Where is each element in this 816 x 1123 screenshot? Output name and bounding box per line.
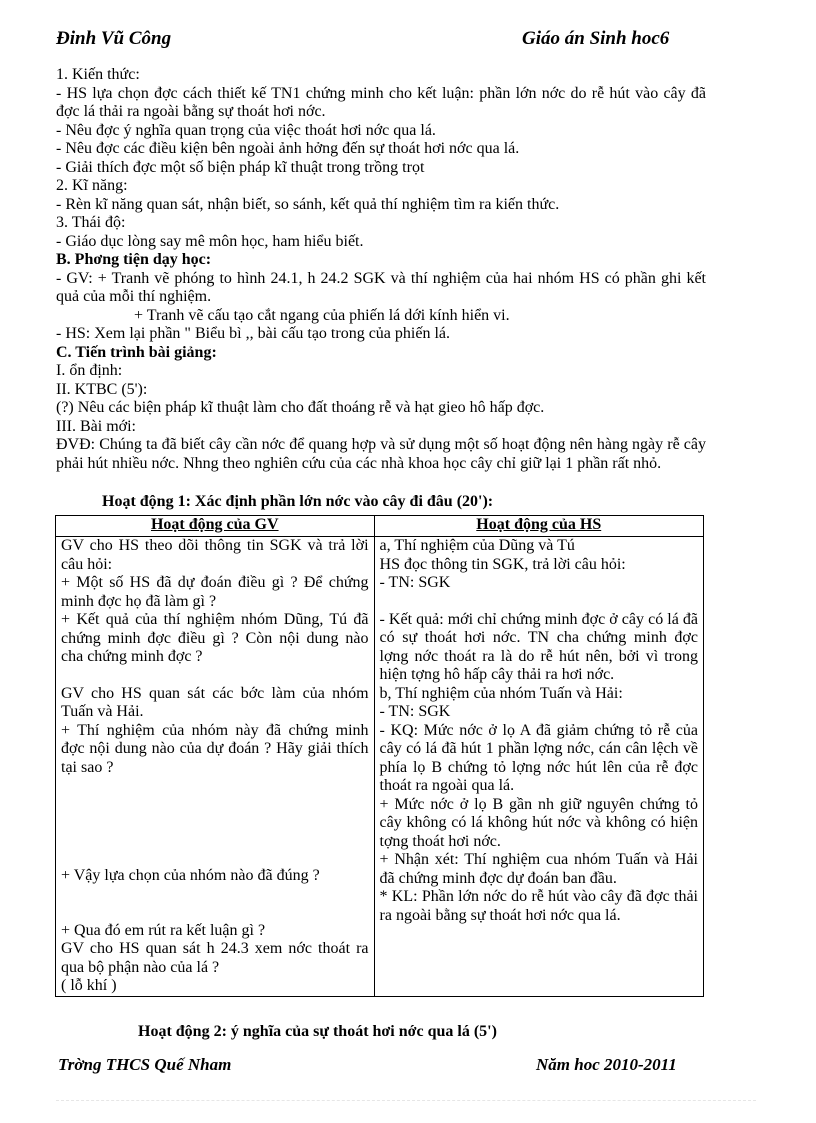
skills-heading: 2. Kĩ năng: <box>56 177 128 194</box>
author-name: Đinh Vũ Công <box>56 28 172 49</box>
teaching-aids-heading: B. Phơng tiện dạy học: <box>56 251 212 268</box>
student-step: HS đọc thông tin SGK, trả lời câu hỏi: <box>379 555 626 573</box>
spacer <box>61 849 369 867</box>
old-lesson-check: II. KTBC (5'): <box>56 380 148 398</box>
knowledge-item: - Giải thích đợc một số biện pháp kĩ thuật trong trồng trọt <box>56 158 425 176</box>
teacher-step: + Vậy lựa chọn của nhóm nào đã đúng ? <box>61 867 320 884</box>
teacher-aids-extra: + Tranh vẽ cấu tạo cắt ngang của phiến lá dới kính hiển vi. <box>134 306 510 324</box>
procedure-heading: C. Tiến trình bài giảng: <box>56 343 217 361</box>
teacher-column-header: Hoạt động của GV <box>56 516 375 537</box>
stabilize-class: I. ổn định: <box>56 362 123 379</box>
student-step: - TN: SGK <box>379 574 451 591</box>
page-bottom-divider <box>56 1100 756 1101</box>
table-row <box>56 537 704 997</box>
student-step: b, Thí nghiệm của nhóm Tuấn và Hải: <box>379 684 623 702</box>
teacher-step: GV cho HS theo dõi thông tin SGK và trả lời câu hỏi: <box>61 537 369 573</box>
lesson-intro <box>56 66 706 512</box>
spacer <box>380 593 698 611</box>
teacher-step: GV cho HS quan sát h 24.3 xem nớc thoát ra qua bộ phận nào của lá ? <box>61 940 369 976</box>
attitude-item: - Giáo dục lòng say mê môn học, ham hiểu biết. <box>56 232 364 250</box>
knowledge-item: - HS lựa chọn đợc cách thiết kế TN1 chứng minh cho kết luận: phần lớn nớc do rễ hút vào cây đã đợc lá thải ra ngoài bằng sự thoát hơi nớc. <box>56 84 706 120</box>
new-lesson: III. Bài mới: <box>56 417 136 435</box>
student-activities <box>374 537 703 997</box>
student-step: - Kết quả: mới chỉ chứng minh đợc ở cây có lá đã có sự thoát hơi nớc. TN cha chứng minh đợc lợng nớc thoát ra là do rễ hút nên, bởi vì trong hiện tợng hô hấp cây thải ra hơi nớc. <box>379 610 698 683</box>
spacer <box>61 777 369 795</box>
student-aids: - HS: Xem lại phần " Biểu bì ,, bài cấu tạo trong của phiến lá. <box>56 325 450 342</box>
student-step: + Mức nớc ở lọ B gần nh giữ nguyên chứng tỏ cây không có lá không hút nớc và không có hiện tợng thoát hơi nớc. <box>379 795 698 850</box>
teacher-step: + Thí nghiệm của nhóm này đã chứng minh đợc nội dung nào của dự đoán ? Hãy giải thích tại sao ? <box>61 721 369 776</box>
teacher-aids: - GV: + Tranh vẽ phóng to hình 24.1, h 24.2 SGK và thí nghiệm của hai nhóm HS có phần ghi kết quả của mỗi thí nghiệm. <box>56 269 706 305</box>
check-question: (?) Nêu các biện pháp kĩ thuật làm cho đất thoáng rễ và hạt gieo hô hấp đợc. <box>56 399 545 416</box>
student-step: - TN: SGK <box>379 703 451 720</box>
activity1-title: Hoạt động 1: Xác định phần lớn nớc vào cây đi đâu (20'): <box>102 493 494 510</box>
spacer <box>61 904 369 922</box>
table-header-row <box>56 516 704 537</box>
spacer <box>61 886 369 904</box>
school-year: Năm hoc 2010-2011 <box>536 1055 677 1074</box>
knowledge-item: - Nêu đợc ý nghĩa quan trọng của việc thoát hơi nớc qua lá. <box>56 121 436 139</box>
teacher-activities <box>56 537 375 997</box>
attitude-heading: 3. Thái độ: <box>56 214 126 231</box>
knowledge-heading: 1. Kiến thức: <box>56 66 140 83</box>
document-title: Giáo án Sinh hoc6 <box>522 28 670 49</box>
teacher-step: GV cho HS quan sát các bớc làm của nhóm Tuấn và Hải. <box>61 684 369 720</box>
school-name: Trờng THCS Quế Nham <box>58 1055 232 1074</box>
student-step: * KL: Phần lớn nớc do rễ hút vào cây đã đợc thải ra ngoài bằng sự thoát hơi nớc qua lá. <box>379 888 698 924</box>
spacer <box>61 813 369 831</box>
student-step: a, Thí nghiệm của Dũng và Tú <box>379 537 575 554</box>
teacher-step: + Kết quả của thí nghiệm nhóm Dũng, Tú đã chứng minh đợc điều gì ? Còn nội dung nào cha chứng minh đợc ? <box>61 611 369 665</box>
student-step: + Nhận xét: Thí nghiệm cua nhóm Tuấn và Hải đã chứng minh đợc dự đoán ban đầu. <box>379 851 698 887</box>
lesson-opening: ĐVĐ: Chúng ta đã biết cây cần nớc để quang hợp và sử dụng một số hoạt động nên hàng ngày rễ cây phải hút nhiều nớc. Nhng theo nghiên cứu của các nhà khoa học cây chỉ giữ lại 1 phần rất nhỏ. <box>56 436 706 472</box>
student-step: - KQ: Mức nớc ở lọ A đã giảm chứng tỏ rễ của cây có lá đã hút 1 phần lợng nớc, cán cân lệch về phía lọ B chứng tỏ lợng nớc hút lên của rễ đợc thoát ra ngoài qua lá. <box>379 721 698 794</box>
skills-item: - Rèn kĩ năng quan sát, nhận biết, so sánh, kết quả thí nghiệm tìm ra kiến thức. <box>56 195 560 213</box>
teacher-step: + Một số HS đã dự đoán điều gì ? Để chứng minh đợc họ đã làm gì ? <box>61 574 369 610</box>
activity2-title: Hoạt động 2: ý nghĩa của sự thoát hơi nớc qua lá (5') <box>138 1023 497 1040</box>
spacer <box>61 667 369 685</box>
activity1-table <box>55 515 704 997</box>
spacer <box>61 831 369 849</box>
spacer <box>61 795 369 813</box>
teacher-step: + Qua đó em rút ra kết luận gì ? <box>61 921 266 939</box>
knowledge-item: - Nêu đợc các điều kiện bên ngoài ảnh hởng đến sự thoát hơi nớc qua lá. <box>56 140 520 157</box>
teacher-step: ( lỗ khí ) <box>61 977 117 994</box>
student-column-header: Hoạt động của HS <box>374 516 703 537</box>
